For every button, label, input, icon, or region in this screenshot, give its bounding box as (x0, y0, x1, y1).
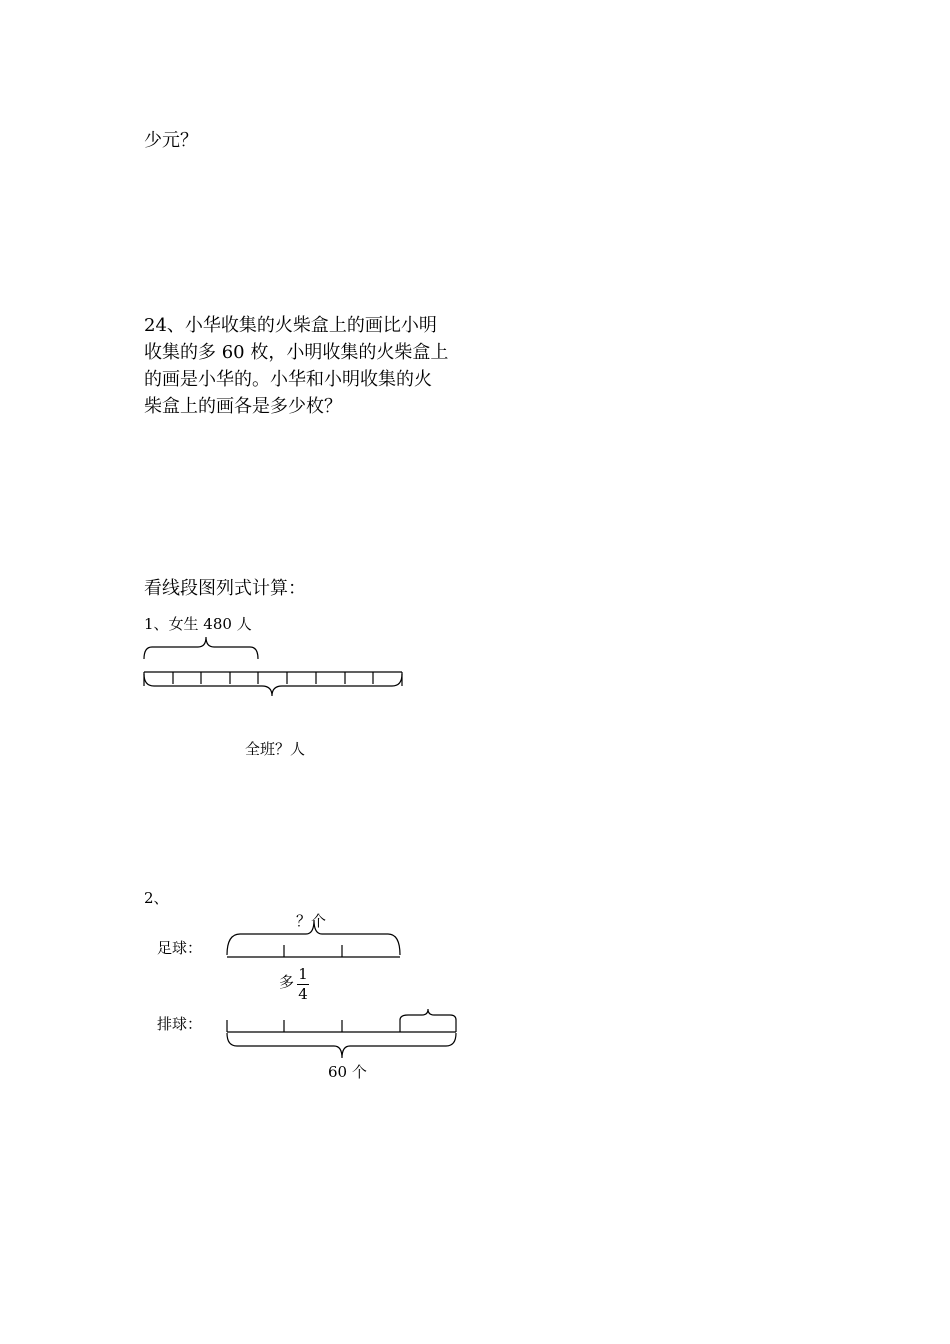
fraction-denominator: 4 (298, 985, 308, 1003)
problem-1-ticks (173, 672, 373, 684)
problem-1-bottom-brace (144, 674, 402, 696)
problem-1-label: 1、女生 480 人 (144, 615, 252, 633)
previous-question-tail: 少元？ (144, 130, 198, 151)
question-24-line-3: 的画是小华的。小华和小明收集的火 (144, 369, 432, 390)
volleyball-extra-brace (400, 1009, 456, 1032)
question-24-line-1: 24、小华收集的火柴盒上的画比小明 (144, 315, 437, 336)
football-top-brace (227, 920, 400, 955)
volleyball-bottom-brace (227, 1033, 456, 1058)
question-24-line-4: 柴盒上的画各是多少枚？ (144, 396, 342, 417)
volleyball-label: 排球： (157, 1015, 203, 1033)
fraction-numerator: 1 (298, 965, 308, 983)
volleyball-total-label: 60 个 (328, 1063, 367, 1081)
problem-1-bottom-label: 全班？人 (245, 740, 306, 758)
question-24-line-2: 收集的多 60 枚，小明收集的火柴盒上 (144, 342, 449, 363)
section-heading: 看线段图列式计算： (144, 578, 306, 599)
football-total-label: ？个 (296, 912, 327, 930)
problem-1-top-brace (144, 637, 258, 659)
problem-2-number: 2、 (144, 889, 169, 907)
more-prefix: 多 (279, 973, 295, 991)
football-label: 足球： (157, 939, 203, 957)
